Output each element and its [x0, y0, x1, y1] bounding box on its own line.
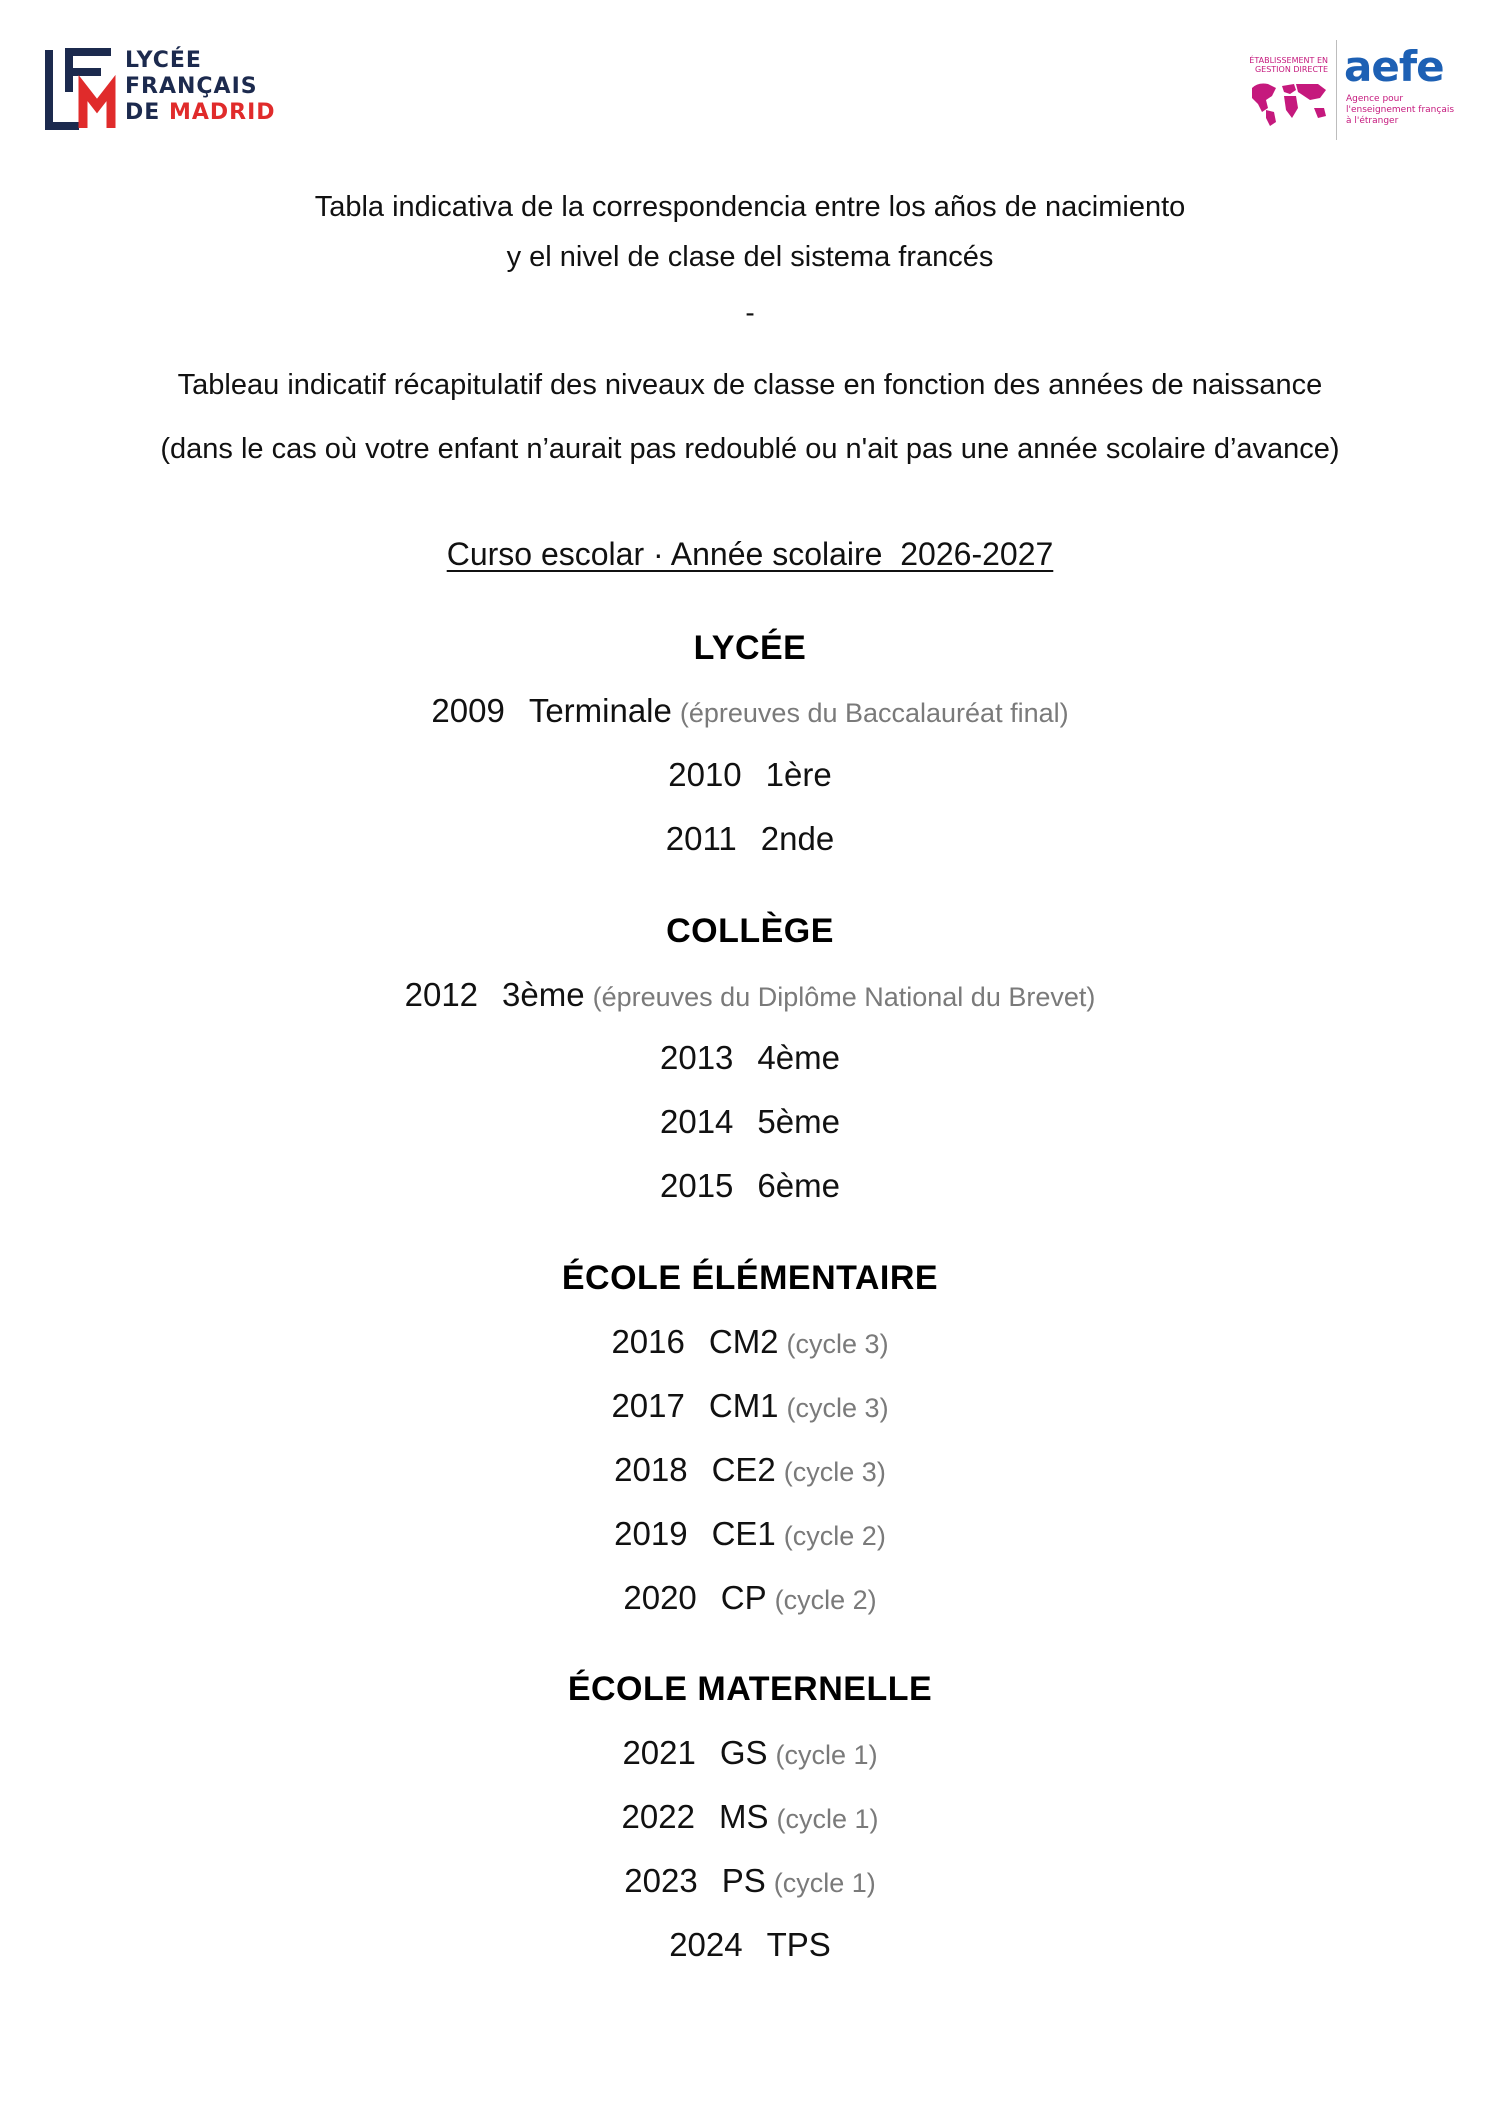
level-note: (cycle 2)	[774, 1585, 877, 1615]
birth-year: 2022	[621, 1798, 695, 1835]
level-row	[0, 686, 1500, 738]
world-map-icon	[1248, 78, 1330, 128]
level-row	[0, 1792, 1500, 1844]
class-level: Terminale	[528, 692, 672, 729]
aefe-wordmark: aefe	[1344, 42, 1444, 91]
aefe-logo	[1238, 36, 1458, 136]
title-spanish	[0, 182, 1500, 282]
lfm-wordmark	[125, 48, 276, 126]
birth-year: 2018	[614, 1451, 688, 1488]
level-note: (cycle 1)	[776, 1804, 879, 1834]
school-year-heading	[0, 530, 1500, 578]
class-level: 3ème	[502, 976, 585, 1013]
level-note: (cycle 3)	[786, 1393, 889, 1423]
birth-year: 2016	[611, 1323, 685, 1360]
level-row	[0, 1033, 1500, 1083]
section-heading-ecole-maternelle: ÉCOLE MATERNELLE	[567, 1670, 933, 1708]
class-level: CM1	[708, 1387, 779, 1424]
school-year-text: Curso escolar · Année scolaire 2026-2027	[446, 536, 1054, 572]
class-level: CM2	[708, 1323, 779, 1360]
level-note: (cycle 3)	[783, 1457, 886, 1487]
birth-year: 2015	[660, 1167, 734, 1204]
lfm-line-3	[125, 100, 276, 126]
lfm-monogram-icon	[45, 48, 120, 130]
class-level: CP	[720, 1579, 767, 1616]
lfm-line-3-accent: MADRID	[168, 100, 276, 125]
birth-year: 2024	[669, 1926, 743, 1963]
birth-year: 2009	[431, 692, 505, 729]
class-level: 1ère	[765, 756, 832, 793]
class-level: GS	[719, 1734, 768, 1771]
section-heading-college: COLLÈGE	[666, 912, 834, 950]
lfm-logo	[45, 48, 285, 138]
class-level: CE1	[711, 1515, 776, 1552]
birth-year: 2014	[660, 1103, 734, 1140]
class-level: 4ème	[757, 1039, 840, 1076]
level-row	[0, 1161, 1500, 1211]
lfm-line-2: FRANÇAIS	[125, 74, 258, 99]
class-level: 2nde	[760, 820, 835, 857]
section-heading-ecole-elementaire: ÉCOLE ÉLÉMENTAIRE	[561, 1259, 939, 1297]
level-note: (cycle 3)	[786, 1329, 889, 1359]
lfm-line-3-prefix: DE	[125, 100, 169, 125]
title-fr-line-2: (dans le cas où votre enfant n’aurait pas redoublé ou n'ait pas une année scolaire d’avance)	[160, 433, 1340, 465]
aefe-status-text	[1238, 56, 1328, 74]
level-row	[0, 1381, 1500, 1433]
level-note: (cycle 2)	[783, 1521, 886, 1551]
class-level: 6ème	[757, 1167, 840, 1204]
birth-year: 2021	[622, 1734, 696, 1771]
class-level: CE2	[711, 1451, 776, 1488]
level-row	[0, 1573, 1500, 1625]
class-level: MS	[718, 1798, 769, 1835]
level-row	[0, 1317, 1500, 1369]
aefe-divider	[1336, 40, 1337, 140]
birth-year: 2020	[623, 1579, 697, 1616]
aefe-agency-line: Agence pour l'enseignement français à l'étranger	[1346, 94, 1455, 126]
level-note: (cycle 1)	[773, 1868, 876, 1898]
level-row	[0, 1445, 1500, 1497]
level-row	[0, 1097, 1500, 1147]
lfm-line-1: LYCÉE	[125, 48, 202, 73]
title-separator: -	[745, 297, 755, 328]
aefe-status-line: ÉTABLISSEMENT EN GESTION DIRECTE	[1249, 56, 1328, 74]
level-note: (épreuves du Baccalauréat final)	[679, 698, 1069, 728]
level-row	[0, 1509, 1500, 1561]
aefe-agency-text	[1346, 94, 1458, 127]
level-note: (épreuves du Diplôme National du Brevet)	[592, 982, 1096, 1012]
title-es-line-2: y el nivel de clase del sistema francés	[506, 241, 994, 273]
title-french	[0, 353, 1500, 481]
birth-year: 2023	[624, 1862, 698, 1899]
level-row	[0, 750, 1500, 800]
level-row	[0, 814, 1500, 864]
level-row	[0, 1728, 1500, 1780]
class-level: 5ème	[757, 1103, 840, 1140]
birth-year: 2013	[660, 1039, 734, 1076]
section-heading-lycee: LYCÉE	[693, 629, 807, 667]
title-es-line-1: Tabla indicativa de la correspondencia entre los años de nacimiento	[314, 191, 1186, 223]
title-fr-line-1: Tableau indicatif récapitulatif des niveaux de classe en fonction des années de naissance	[177, 369, 1323, 401]
class-level: TPS	[766, 1926, 831, 1963]
birth-year: 2019	[614, 1515, 688, 1552]
birth-year: 2010	[668, 756, 742, 793]
birth-year: 2017	[611, 1387, 685, 1424]
level-row	[0, 970, 1500, 1022]
level-row	[0, 1856, 1500, 1908]
birth-year: 2012	[404, 976, 479, 1013]
class-level: PS	[721, 1862, 766, 1899]
birth-year: 2011	[665, 820, 737, 857]
level-note: (cycle 1)	[775, 1740, 878, 1770]
level-row	[0, 1920, 1500, 1970]
